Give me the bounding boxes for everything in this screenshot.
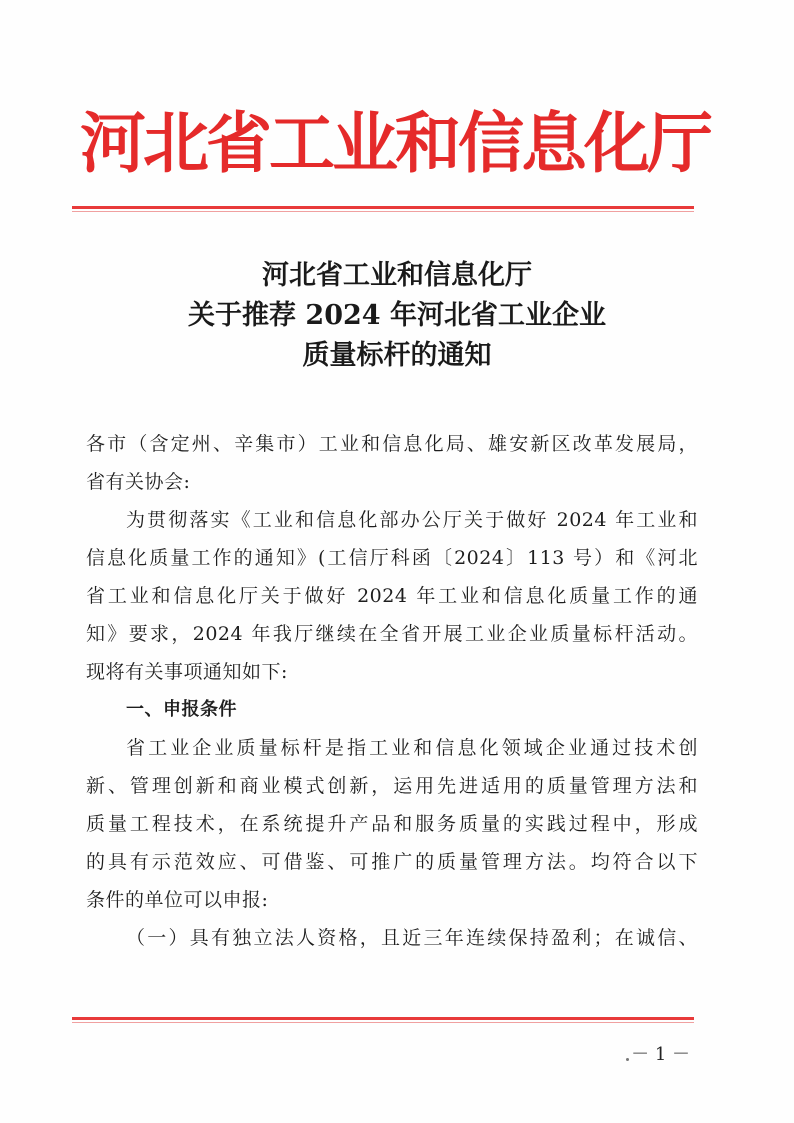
scan-speck [626,1058,629,1061]
recipients-line-1: 各市（含定州、辛集市）工业和信息化局、雄安新区改革发展局， [86,433,698,455]
notice-body [86,425,698,957]
letterhead-rule [72,206,694,209]
letterhead-title: 河北省工业和信息化厅 [80,104,710,182]
notice-title [72,256,722,376]
paragraph-1-line-1: 为贯彻落实《工业和信息化部办公厅关于做好 2024 年工业和 [126,509,698,531]
paragraph-1-line-2: 信息化质量工作的通知》(工信厅科函〔2024〕113 号）和《河北 [86,547,698,569]
letterhead-rule-thin [72,211,694,212]
paragraph-2-line-4: 的具有示范效应、可借鉴、可推广的质量管理方法。均符合以下 [86,851,698,873]
footer-rule-thin [72,1022,694,1023]
paragraph-2-line-1: 省工业企业质量标杆是指工业和信息化领域企业通过技术创 [126,737,698,759]
paragraph-2-line-5: 条件的单位可以申报: [86,889,269,911]
paragraph-3-line-1: （一）具有独立法人资格，且近三年连续保持盈利；在诚信、 [126,927,698,949]
paragraph-1-line-4: 知》要求，2024 年我厅继续在全省开展工业企业质量标杆活动。 [86,623,698,645]
notice-title-line-3: 质量标杆的通知 [302,340,492,371]
paragraph-1-line-5: 现将有关事项通知如下: [86,661,288,683]
recipients-line-2: 省有关协会: [86,471,191,493]
footer-rule [72,1017,694,1020]
notice-title-line-1: 河北省工业和信息化厅 [262,260,532,291]
paragraph-2-line-2: 新、管理创新和商业模式创新，运用先进适用的质量管理方法和 [86,775,698,797]
notice-title-line-2: 关于推荐 2024 年河北省工业企业 [188,300,606,331]
page-number: － 1 － [631,1044,690,1065]
paragraph-1-line-3: 省工业和信息化厅关于做好 2024 年工业和信息化质量工作的通 [86,585,698,607]
paragraph-2-line-3: 质量工程技术，在系统提升产品和服务质量的实践过程中，形成 [86,813,698,835]
section-heading-1: 一、申报条件 [126,699,237,720]
